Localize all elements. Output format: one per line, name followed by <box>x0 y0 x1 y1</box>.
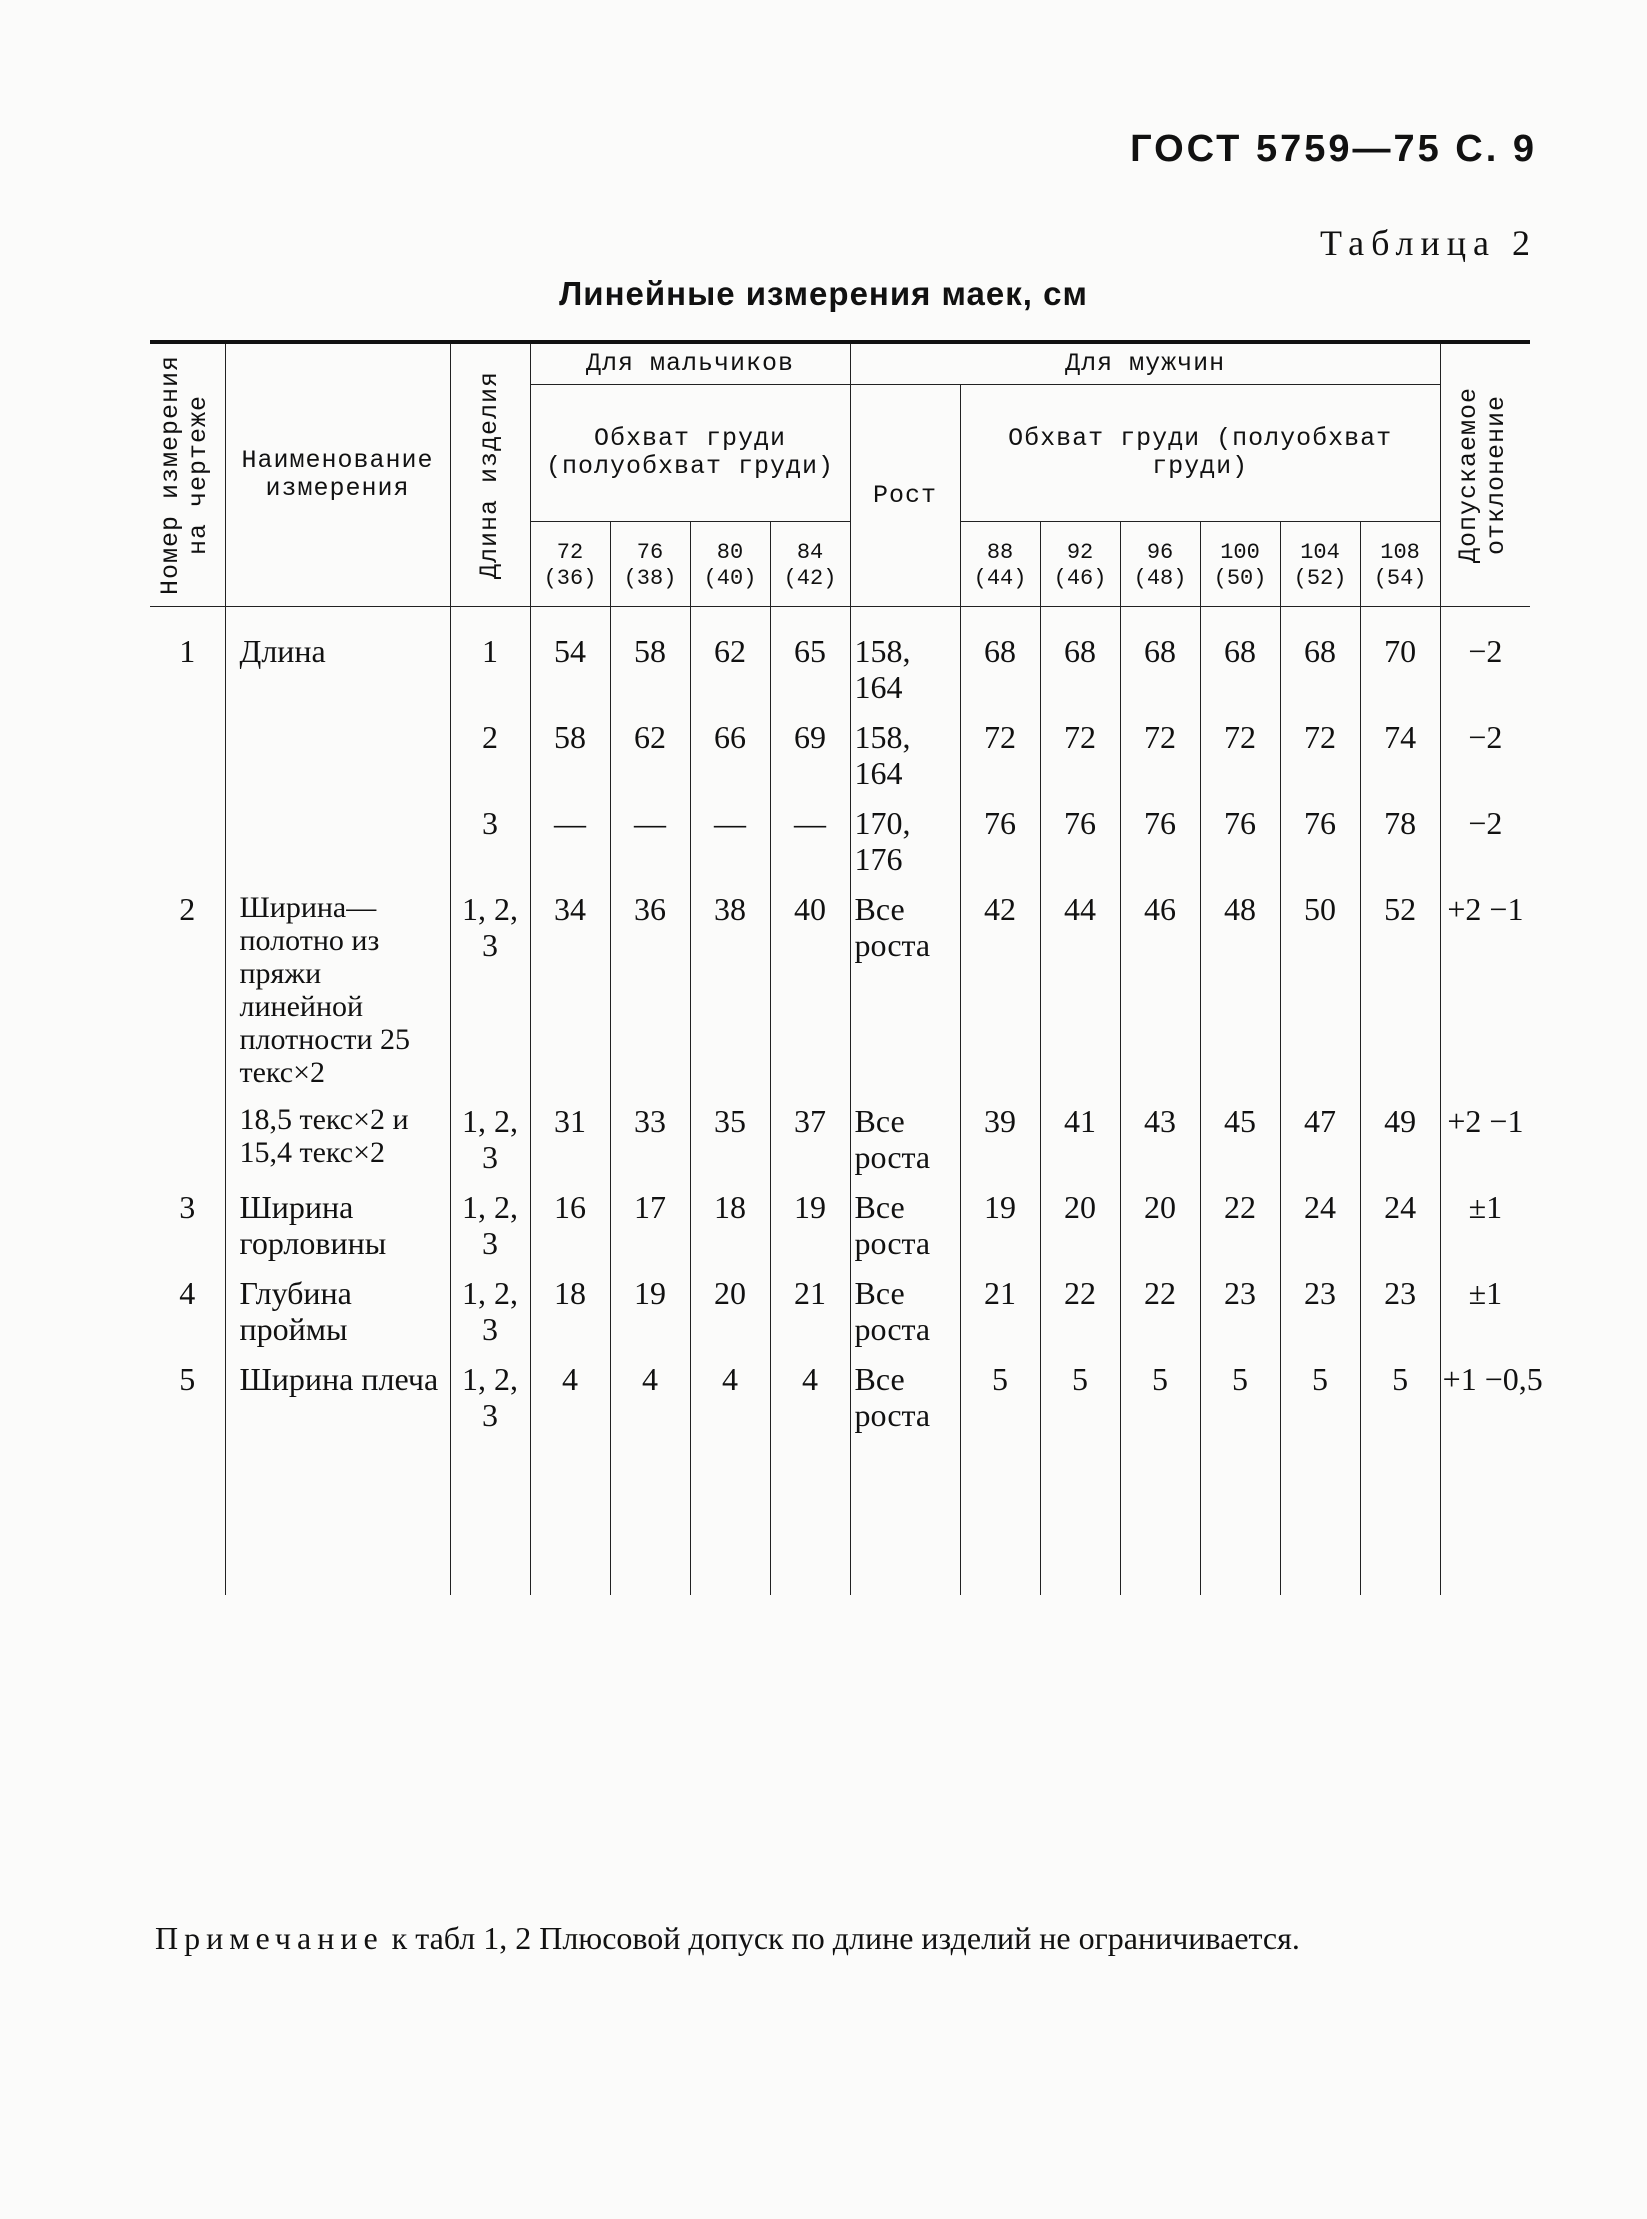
men-value-cell: 24 <box>1280 1187 1360 1273</box>
measure-name-cell: Ширина плеча <box>225 1359 450 1445</box>
measure-name-cell <box>225 803 450 889</box>
boys-value-cell: — <box>610 803 690 889</box>
men-value-cell: 72 <box>1040 717 1120 803</box>
boys-value-cell: 65 <box>770 607 850 718</box>
tolerance-cell: ±1 <box>1440 1187 1530 1273</box>
length-cell: 1, 2, 3 <box>450 1273 530 1359</box>
measure-name-cell: Глубина проймы <box>225 1273 450 1359</box>
table-row <box>150 1187 1530 1273</box>
measure-name-cell: Ширина горловины <box>225 1187 450 1273</box>
note-text: к табл 1, 2 Плюсовой допуск по длине изделий не ограничивается. <box>391 1920 1300 1956</box>
men-value-cell: 20 <box>1120 1187 1200 1273</box>
length-cell: 1, 2, 3 <box>450 1359 530 1445</box>
measure-number-cell <box>150 803 225 889</box>
length-cell: 2 <box>450 717 530 803</box>
men-value-cell: 43 <box>1120 1101 1200 1187</box>
men-value-cell: 76 <box>1040 803 1120 889</box>
tolerance-cell: +1 −0,5 <box>1440 1359 1530 1445</box>
boys-chest-header: Обхват груди (полуобхват груди) <box>530 385 850 522</box>
men-size-header: 92 (46) <box>1040 522 1120 607</box>
boys-value-cell: 66 <box>690 717 770 803</box>
spacer-cell <box>960 1445 1040 1595</box>
measure-number-cell: 3 <box>150 1187 225 1273</box>
tolerance-cell: −2 <box>1440 803 1530 889</box>
men-value-cell: 76 <box>1200 803 1280 889</box>
men-value-cell: 39 <box>960 1101 1040 1187</box>
boys-value-cell: 69 <box>770 717 850 803</box>
men-value-cell: 20 <box>1040 1187 1120 1273</box>
men-value-cell: 48 <box>1200 889 1280 1101</box>
table-row <box>150 889 1530 1101</box>
boys-value-cell: 4 <box>770 1359 850 1445</box>
spacer-cell <box>770 1445 850 1595</box>
men-size-header: 100 (50) <box>1200 522 1280 607</box>
note-label: Примечание <box>155 1920 384 1956</box>
boys-value-cell: 31 <box>530 1101 610 1187</box>
men-value-cell: 23 <box>1360 1273 1440 1359</box>
spacer-cell <box>1360 1445 1440 1595</box>
spacer-cell <box>1040 1445 1120 1595</box>
men-value-cell: 76 <box>960 803 1040 889</box>
men-size-header: 104 (52) <box>1280 522 1360 607</box>
height-cell: 158, 164 <box>850 717 960 803</box>
men-value-cell: 72 <box>1200 717 1280 803</box>
measure-name-cell: Ширина—полотно из пряжи линейной плотности 25 текс×2 <box>225 889 450 1101</box>
measure-number-cell: 5 <box>150 1359 225 1445</box>
boys-value-cell: 58 <box>610 607 690 718</box>
height-cell: Все роста <box>850 1359 960 1445</box>
length-cell: 3 <box>450 803 530 889</box>
height-cell: 158, 164 <box>850 607 960 718</box>
boys-value-cell: 37 <box>770 1101 850 1187</box>
height-cell: Все роста <box>850 1187 960 1273</box>
spacer-cell <box>450 1445 530 1595</box>
men-size-header: 88 (44) <box>960 522 1040 607</box>
men-value-cell: 70 <box>1360 607 1440 718</box>
col-number-header: Номер измерения на чертеже <box>150 342 225 607</box>
men-value-cell: 24 <box>1360 1187 1440 1273</box>
table-row <box>150 803 1530 889</box>
boys-value-cell: 34 <box>530 889 610 1101</box>
tolerance-cell: +2 −1 <box>1440 889 1530 1101</box>
boys-value-cell: 4 <box>610 1359 690 1445</box>
measure-name-cell: 18,5 текс×2 и 15,4 текс×2 <box>225 1101 450 1187</box>
boys-value-cell: — <box>770 803 850 889</box>
height-header: Рост <box>850 385 960 607</box>
men-value-cell: 5 <box>1360 1359 1440 1445</box>
table-number: Таблица 2 <box>1320 223 1537 263</box>
col-length-header: Длина изделия <box>450 342 530 607</box>
men-value-cell: 46 <box>1120 889 1200 1101</box>
men-value-cell: 42 <box>960 889 1040 1101</box>
tolerance-cell: −2 <box>1440 717 1530 803</box>
spacer-cell <box>225 1445 450 1595</box>
height-cell: Все роста <box>850 889 960 1101</box>
men-value-cell: 72 <box>960 717 1040 803</box>
tolerance-cell: ±1 <box>1440 1273 1530 1359</box>
boys-value-cell: 19 <box>610 1273 690 1359</box>
tolerance-cell: +2 −1 <box>1440 1101 1530 1187</box>
men-value-cell: 22 <box>1200 1187 1280 1273</box>
boys-value-cell: 21 <box>770 1273 850 1359</box>
length-cell: 1 <box>450 607 530 718</box>
length-cell: 1, 2, 3 <box>450 889 530 1101</box>
length-cell: 1, 2, 3 <box>450 1187 530 1273</box>
men-value-cell: 19 <box>960 1187 1040 1273</box>
spacer-cell <box>1440 1445 1530 1595</box>
boys-value-cell: 19 <box>770 1187 850 1273</box>
table-row <box>150 1273 1530 1359</box>
measure-number-cell <box>150 717 225 803</box>
boys-value-cell: 16 <box>530 1187 610 1273</box>
boys-size-header: 76 (38) <box>610 522 690 607</box>
men-value-cell: 49 <box>1360 1101 1440 1187</box>
boys-value-cell: 4 <box>690 1359 770 1445</box>
men-value-cell: 5 <box>1280 1359 1360 1445</box>
boys-value-cell: 18 <box>530 1273 610 1359</box>
men-value-cell: 44 <box>1040 889 1120 1101</box>
men-value-cell: 22 <box>1120 1273 1200 1359</box>
spacer-cell <box>610 1445 690 1595</box>
men-value-cell: 68 <box>960 607 1040 718</box>
spacer-cell <box>850 1445 960 1595</box>
boys-value-cell: 62 <box>610 717 690 803</box>
men-value-cell: 76 <box>1120 803 1200 889</box>
boys-value-cell: — <box>530 803 610 889</box>
boys-value-cell: 33 <box>610 1101 690 1187</box>
table-row <box>150 1359 1530 1445</box>
men-value-cell: 68 <box>1120 607 1200 718</box>
height-cell: 170, 176 <box>850 803 960 889</box>
measure-number-cell: 1 <box>150 607 225 718</box>
measurements-table <box>150 340 1543 1595</box>
men-value-cell: 72 <box>1120 717 1200 803</box>
men-value-cell: 45 <box>1200 1101 1280 1187</box>
table-note <box>155 1918 1530 1958</box>
measure-name-cell <box>225 717 450 803</box>
table-title: Линейные измерения маек, см <box>559 275 1088 312</box>
men-value-cell: 72 <box>1280 717 1360 803</box>
boys-value-cell: 17 <box>610 1187 690 1273</box>
men-value-cell: 41 <box>1040 1101 1120 1187</box>
men-chest-header: Обхват груди (полуобхват груди) <box>960 385 1440 522</box>
men-value-cell: 47 <box>1280 1101 1360 1187</box>
table-row <box>150 607 1530 718</box>
boys-value-cell: — <box>690 803 770 889</box>
table-row <box>150 717 1530 803</box>
boys-value-cell: 38 <box>690 889 770 1101</box>
men-value-cell: 23 <box>1280 1273 1360 1359</box>
measure-number-cell: 2 <box>150 889 225 1101</box>
boys-value-cell: 35 <box>690 1101 770 1187</box>
measure-name-cell: Длина <box>225 607 450 718</box>
men-value-cell: 5 <box>960 1359 1040 1445</box>
men-value-cell: 5 <box>1200 1359 1280 1445</box>
measure-number-cell: 4 <box>150 1273 225 1359</box>
boys-value-cell: 36 <box>610 889 690 1101</box>
spacer-cell <box>1120 1445 1200 1595</box>
men-value-cell: 50 <box>1280 889 1360 1101</box>
height-cell: Все роста <box>850 1273 960 1359</box>
men-value-cell: 5 <box>1120 1359 1200 1445</box>
col-name-header: Наименование измерения <box>225 342 450 607</box>
men-value-cell: 74 <box>1360 717 1440 803</box>
table-row-spacer <box>150 1445 1530 1595</box>
men-value-cell: 52 <box>1360 889 1440 1101</box>
spacer-cell <box>1280 1445 1360 1595</box>
boys-value-cell: 58 <box>530 717 610 803</box>
boys-value-cell: 4 <box>530 1359 610 1445</box>
boys-value-cell: 20 <box>690 1273 770 1359</box>
page-header: ГОСТ 5759—75 С. 9 <box>1130 128 1537 170</box>
boys-size-header: 72 (36) <box>530 522 610 607</box>
boys-value-cell: 54 <box>530 607 610 718</box>
boys-size-header: 80 (40) <box>690 522 770 607</box>
boys-value-cell: 62 <box>690 607 770 718</box>
men-value-cell: 22 <box>1040 1273 1120 1359</box>
measure-number-cell <box>150 1101 225 1187</box>
spacer-cell <box>530 1445 610 1595</box>
men-value-cell: 76 <box>1280 803 1360 889</box>
col-men-header: Для мужчин <box>850 342 1440 385</box>
men-value-cell: 68 <box>1280 607 1360 718</box>
col-boys-header: Для мальчиков <box>530 342 850 385</box>
men-value-cell: 68 <box>1200 607 1280 718</box>
spacer-cell <box>150 1445 225 1595</box>
tolerance-cell: −2 <box>1440 607 1530 718</box>
men-value-cell: 23 <box>1200 1273 1280 1359</box>
men-size-header: 96 (48) <box>1120 522 1200 607</box>
men-value-cell: 21 <box>960 1273 1040 1359</box>
men-value-cell: 78 <box>1360 803 1440 889</box>
men-size-header: 108 (54) <box>1360 522 1440 607</box>
table-row <box>150 1101 1530 1187</box>
men-value-cell: 68 <box>1040 607 1120 718</box>
col-tolerance-header: Допускаемое отклонение <box>1440 342 1530 607</box>
men-value-cell: 5 <box>1040 1359 1120 1445</box>
spacer-cell <box>1200 1445 1280 1595</box>
boys-value-cell: 40 <box>770 889 850 1101</box>
boys-size-header: 84 (42) <box>770 522 850 607</box>
boys-value-cell: 18 <box>690 1187 770 1273</box>
length-cell: 1, 2, 3 <box>450 1101 530 1187</box>
spacer-cell <box>690 1445 770 1595</box>
height-cell: Все роста <box>850 1101 960 1187</box>
